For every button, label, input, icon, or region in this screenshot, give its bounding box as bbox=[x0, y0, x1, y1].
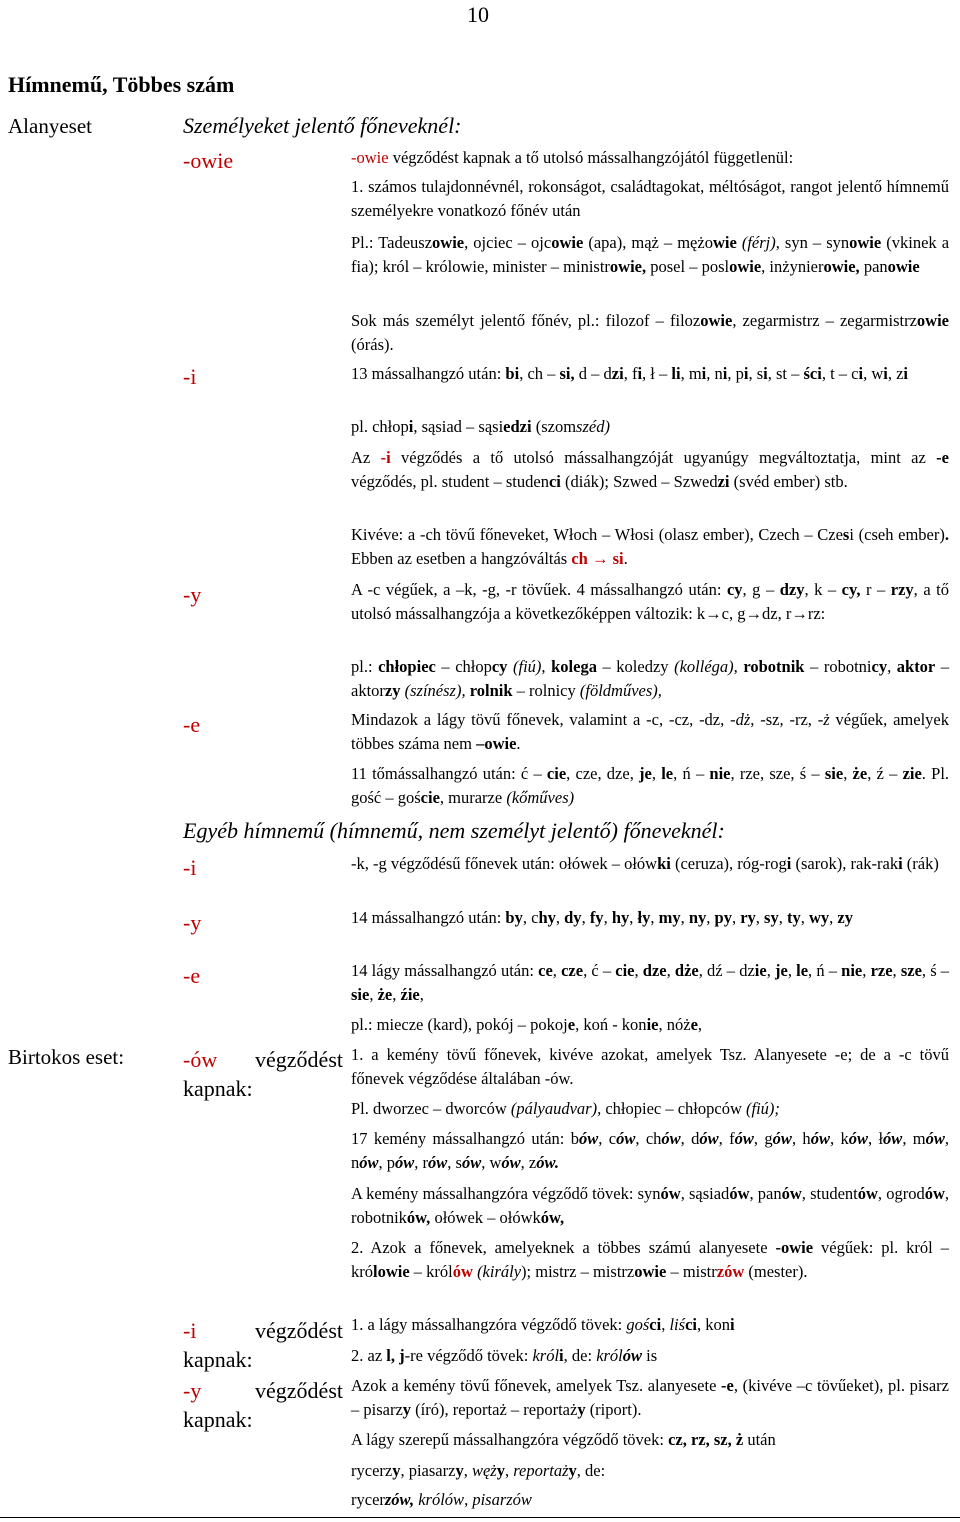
section-heading: Hímnemű, Többes szám bbox=[8, 72, 235, 97]
paragraph-ow-list: 17 kemény mássalhangzó után: bów, ców, chów, dów, fów, gów, hów, ków, łów, mów, nów, pów, rów, sów, wów, zów. bbox=[351, 1129, 950, 1172]
paragraph-ow-rule-2: 2. Azok a főnevek, amelyeknek a többes számú alanyesete -owie végűek: pl. król – królowie – królów (király); mistrz – mistrzowie – mistrzów (mester). bbox=[351, 1238, 949, 1281]
paragraph-i3-rule-2: 2. az l, j-re végződő tövek: króli, de: królów is bbox=[351, 1346, 658, 1365]
paragraph-owie-examples: Pl.: Tadeuszowie, ojciec – ojcowie (apa), mąż – mężowie (férj), syn – synowie (vkinek a fia); król – królowie, minister – ministrowie, posel – poslowie, inżynierowie, panowie bbox=[351, 233, 950, 276]
paragraph-ow-rule-1: 1. a kemény tövű főnevek, kivéve azokat, amelyek Tsz. Alanyesete -e; de a -c tövű főnevek végződése általában -ów. bbox=[351, 1045, 949, 1088]
label-alanyeset: Alanyeset bbox=[8, 114, 92, 138]
suffix-ow-word-vegzodest: végződést bbox=[255, 1047, 343, 1072]
paragraph-y-rule: A -c végűek, a –k, -g, -r tövűek. 4 mássalhangzó után: cy, g – dzy, k – cy, r – rzy, a tő utolsó mássalhangzója a következőképpen változik: k→c, g→dz, r→rz: bbox=[351, 580, 949, 623]
suffix-y3-word-kapnak: kapnak: bbox=[183, 1407, 253, 1432]
paragraph-y3-examples-2: rycerzów, królów, pisarzów bbox=[351, 1490, 532, 1509]
paragraph-ow-hard-stems: A kemény mássalhangzóra végződő tövek: synów, sąsiadów, panów, studentów, ogrodów, robotników, ołówek – ołówków, bbox=[351, 1184, 950, 1227]
suffix-i-2: -i bbox=[183, 855, 197, 880]
page-number: 10 bbox=[467, 2, 489, 27]
suffix-e-2: -e bbox=[183, 963, 201, 988]
paragraph-owie-more: Sok más személyt jelentő főnév, pl.: filozof – filozowie, zegarmistrz – zegarmistrzowie (órás). bbox=[351, 311, 949, 354]
paragraph-ow-example: Pl. dworzec – dworców (pályaudvar), chłopiec – chłopców (fiú); bbox=[351, 1099, 780, 1118]
paragraph-owie-rule: 1. számos tulajdonnévnél, rokonságot, családtagokat, méltóságot, rangot jelentő hímnemű személyekre vonatkozó főnév után bbox=[351, 177, 949, 220]
paragraph-i-exception: Kivéve: a -ch tövű főneveket, Włoch – Włosi (olasz ember), Czech – Czesi (cseh ember). Ebben az esetben a hangzóváltás ch → si. bbox=[351, 525, 949, 568]
suffix-owie: -owie bbox=[183, 148, 234, 173]
paragraph-e-examples: 11 tőmássalhangzó után: ć – cie, cze, dze, je, le, ń – nie, rze, sze, ś – sie, że, ź – zie. Pl. gość – goście, murarze (kőműves) bbox=[351, 764, 950, 807]
suffix-y-3: -y bbox=[183, 1378, 202, 1403]
suffix-ow-heading bbox=[183, 1045, 343, 1074]
paragraph-y-examples: pl.: chłopiec – chłopcy (fiú), kolega – koledzy (kolléga), robotnik – robotnicy, aktor – aktorzy (színész), rolnik – rolnicy (földműves), bbox=[351, 657, 950, 700]
label-birtokos: Birtokos eset: bbox=[8, 1045, 125, 1069]
suffix-e: -e bbox=[183, 712, 201, 737]
paragraph-i-rule: 13 mássalhangzó után: bi, ch – si, d – dzi, fi, ł – li, mi, ni, pi, si, st – ści, t – ci, wi, zi bbox=[351, 364, 909, 383]
paragraph-y2-rule: 14 mássalhangzó után: by, chy, dy, fy, hy, ły, my, ny, py, ry, sy, ty, wy, zy bbox=[351, 908, 853, 927]
subheading-other-nouns: Egyéb hímnemű (hímnemű, nem személyt jelentő) főneveknél: bbox=[183, 818, 725, 843]
paragraph-i3-rule-1: 1. a lágy mássalhangzóra végződő tövek: gości, liści, koni bbox=[351, 1315, 735, 1334]
paragraph-i-change: Az -i végződés a tő utolsó mássalhangzóját ugyanúgy megváltoztatja, mint az -e végződés, pl. student – studenci (diák); Szwed – Szwedzi (svéd ember) stb. bbox=[351, 448, 949, 491]
paragraph-e-rule: Mindazok a lágy tövű főnevek, valamint a -c, -cz, -dz, -dż, -sz, -rz, -ż végűek, amelyek többes száma nem –owie. bbox=[351, 710, 949, 753]
paragraph-owie-intro: -owie végződést kapnak a tő utolsó mássalhangzójától függetlenül: bbox=[351, 148, 794, 167]
suffix-i-3: -i bbox=[183, 1318, 197, 1343]
suffix-i3-word-vegzodest: végződést bbox=[255, 1318, 343, 1343]
paragraph-e2-rule: 14 lágy mássalhangzó után: ce, cze, ć – cie, dze, dże, dź – dzie, je, le, ń – nie, rze, sze, ś – sie, że, źie, bbox=[351, 961, 950, 1004]
paragraph-y3-examples: rycerzy, piasarzy, węży, reportaży, de: bbox=[351, 1461, 606, 1480]
suffix-y: -y bbox=[183, 582, 202, 607]
paragraph-i-example: pl. chłopi, sąsiad – sąsiedzi (szomszéd) bbox=[351, 417, 610, 436]
subheading-personal-nouns: Személyeket jelentő főneveknél: bbox=[183, 113, 462, 138]
paragraph-y3-rule: Azok a kemény tövű főnevek, amelyek Tsz. alanyesete -e, (kivéve –c tövűeket), pl. pisarz – pisarzy (író), reportaż – reportaży (riport). bbox=[351, 1376, 949, 1419]
suffix-y3-heading bbox=[183, 1376, 343, 1405]
suffix-y-2: -y bbox=[183, 910, 202, 935]
suffix-i3-heading bbox=[183, 1316, 343, 1345]
suffix-ow-word-kapnak: kapnak: bbox=[183, 1076, 253, 1101]
suffix-i: -i bbox=[183, 364, 197, 389]
suffix-y3-word-vegzodest: végződést bbox=[255, 1378, 343, 1403]
bottom-rule bbox=[0, 1517, 960, 1518]
paragraph-y3-soft: A lágy szerepű mássalhangzóra végződő tövek: cz, rz, sz, ż után bbox=[351, 1430, 776, 1449]
paragraph-e2-examples: pl.: miecze (kard), pokój – pokoje, koń - konie, nóże, bbox=[351, 1015, 703, 1034]
paragraph-i2-rule: -k, -g végződésű főnevek után: ołówek – ołówki (ceruza), róg-rogi (sarok), rak-raki (rák) bbox=[351, 854, 939, 873]
suffix-ow: -ów bbox=[183, 1047, 218, 1072]
suffix-i3-word-kapnak: kapnak: bbox=[183, 1347, 253, 1372]
